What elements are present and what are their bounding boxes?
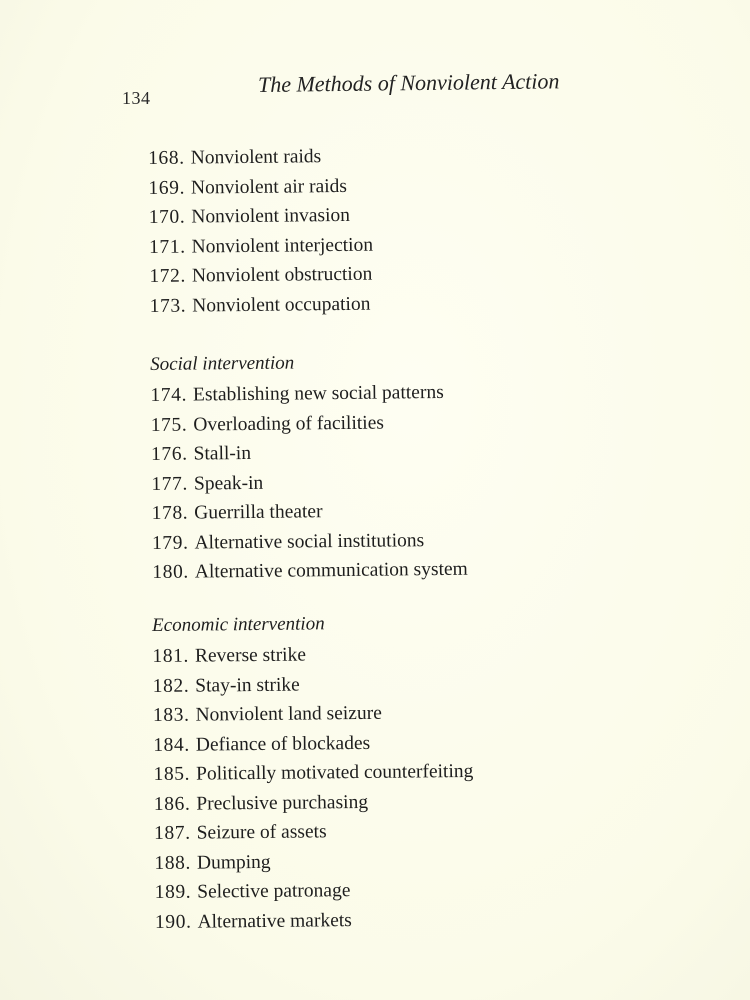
running-title: The Methods of Nonviolent Action — [257, 68, 560, 97]
item-number: 189. — [154, 881, 192, 903]
item-number: 175. — [150, 414, 188, 436]
item-number: 168. — [148, 147, 185, 169]
item-number: 171. — [148, 236, 186, 258]
item-text: Guerrilla theater — [194, 501, 323, 524]
item-text: Nonviolent land seizure — [195, 702, 382, 726]
item-number: 170. — [148, 206, 186, 228]
item-text: Preclusive purchasing — [196, 791, 369, 815]
item-text: Reverse strike — [194, 644, 307, 667]
item-number: 177. — [151, 473, 189, 495]
item-number: 169. — [148, 177, 186, 199]
section-heading: Economic intervention — [152, 613, 325, 636]
list-item — [153, 727, 473, 760]
item-number: 184. — [153, 734, 190, 756]
item-text: Nonviolent raids — [190, 146, 322, 169]
item-text: Speak-in — [193, 472, 264, 495]
item-number: 187. — [154, 822, 191, 844]
item-text: Nonviolent obstruction — [191, 263, 373, 287]
item-number: 183. — [152, 704, 190, 726]
item-number: 180. — [152, 561, 189, 583]
list-item — [153, 668, 473, 701]
list-item — [154, 845, 474, 878]
page-number: 134 — [122, 88, 151, 108]
item-text: Nonviolent interjection — [191, 234, 374, 258]
list-item — [152, 525, 468, 558]
item-number: 172. — [149, 265, 187, 287]
list-item — [154, 816, 474, 849]
item-text: Establishing new social patterns — [192, 381, 444, 406]
item-text: Politically motivated counterfeiting — [195, 760, 474, 785]
list-item — [151, 466, 467, 499]
item-number: 178. — [151, 502, 189, 524]
item-text: Selective patronage — [197, 880, 351, 903]
list-item — [155, 904, 475, 937]
item-number: 186. — [153, 793, 191, 815]
item-text: Defiance of blockades — [195, 732, 371, 756]
item-number: 182. — [152, 675, 190, 697]
list-item — [148, 171, 372, 203]
list-item — [151, 437, 467, 470]
item-text: Stay-in strike — [195, 674, 300, 697]
section-social-intervention — [150, 348, 468, 588]
list-item — [153, 757, 473, 790]
item-number: 181. — [152, 645, 190, 667]
list-item — [149, 260, 373, 292]
list-item — [154, 786, 474, 819]
item-number: 185. — [153, 763, 191, 785]
item-number: 174. — [150, 384, 188, 406]
item-text: Stall-in — [193, 442, 252, 465]
item-text: Dumping — [196, 851, 271, 874]
item-number: 176. — [150, 443, 188, 465]
item-text: Alternative communication system — [194, 558, 468, 583]
list-item — [148, 142, 372, 174]
list-item — [152, 555, 468, 588]
list-item — [151, 407, 467, 440]
list-item — [155, 875, 475, 908]
item-text: Nonviolent air raids — [190, 175, 348, 199]
list-item — [152, 496, 468, 529]
section-economic-intervention — [152, 609, 475, 937]
item-number: 179. — [151, 532, 189, 554]
item-text: Nonviolent occupation — [192, 293, 371, 317]
item-number: 188. — [154, 852, 192, 874]
section-heading: Social intervention — [150, 352, 295, 375]
list-item — [149, 201, 373, 233]
section-methods-continued — [148, 142, 374, 321]
item-text: Seizure of assets — [196, 821, 327, 844]
list-item — [150, 289, 374, 321]
item-number: 173. — [149, 295, 187, 317]
list-item — [153, 698, 473, 731]
list-item — [150, 378, 466, 411]
item-number: 190. — [154, 911, 192, 933]
item-text: Alternative social institutions — [194, 529, 425, 554]
list-item — [149, 230, 373, 262]
item-text: Alternative markets — [197, 909, 352, 933]
list-item — [152, 639, 472, 672]
item-text: Overloading of facilities — [193, 412, 385, 436]
item-text: Nonviolent invasion — [191, 204, 351, 228]
